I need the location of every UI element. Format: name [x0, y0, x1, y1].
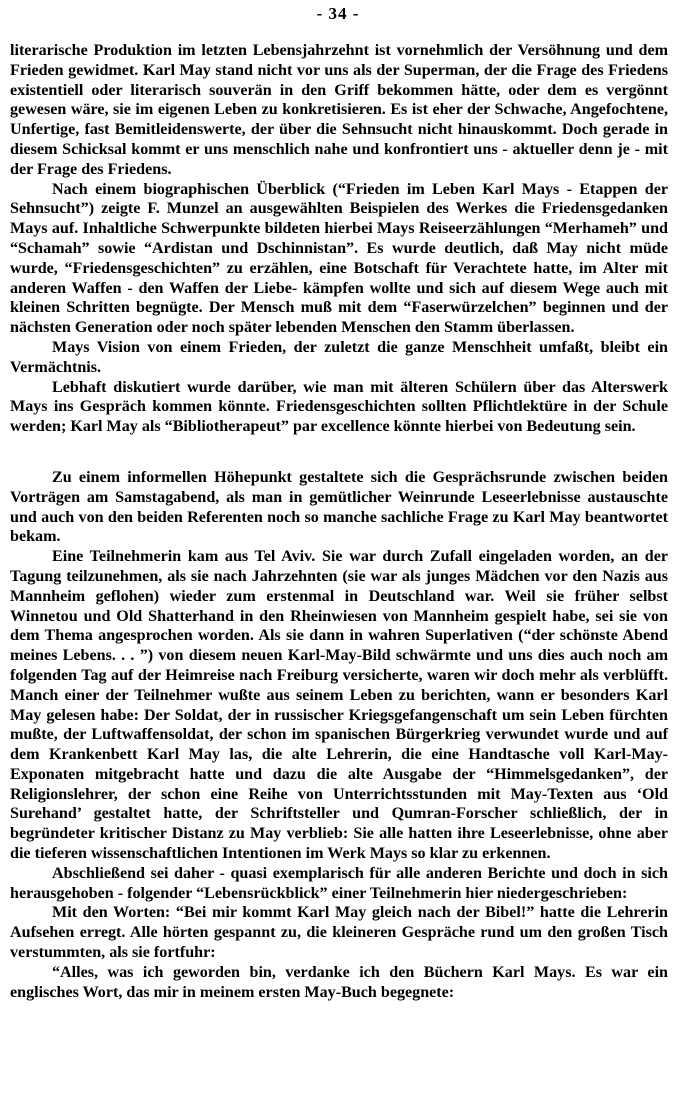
- paragraph: Nach einem biographischen Überblick (“Frieden im Leben Karl Mays - Etappen der Sehnsucht”) zeigte F. Munzel an ausgewählten Beispielen des Werkes die Friedensgedanken Mays auf. Inhaltliche Schwerpunkte bildeten hierbei Mays Reiseerzählungen “Merhameh” und “Schamah” sowie “Ardistan und Dschinnistan”. Es wurde deutlich, daß May nicht müde wurde, “Friedensgeschichten” zu erzählen, eine Botschaft für Verachtete hatte, im Alter mit anderen Waffen - den Waffen der Liebe- kämpfen wollte und sich auf diesem Wege auch mit kleinen Schritten begnügte. Der Mensch muß mit dem “Faserwürzelchen” beginnen und der nächsten Generation oder noch später lebenden Menschen den Stamm überlassen.: [10, 180, 668, 337]
- paragraph: Zu einem informellen Höhepunkt gestaltete sich die Gesprächsrunde zwischen beiden Vorträgen am Samstagabend, als man in gemütlicher Weinrunde Leseerlebnisse austauschte und auch von den beiden Referenten noch so manche sachliche Frage zu Karl May beantwortet bekam.: [10, 468, 668, 546]
- paragraph: Abschließend sei daher - quasi exemplarisch für alle anderen Berichte und doch in sich herausgehoben - folgender “Lebensrückblick” einer Teilnehmerin hier niedergeschrieben:: [10, 864, 668, 902]
- paragraph: literarische Produktion im letzten Lebensjahrzehnt ist vornehmlich der Versöhnung und dem Frieden gewidmet. Karl May stand nicht vor uns als der Superman, der die Frage des Friedens existentiell oder literarisch souverän in den Griff bekommen hätte, oder dem es vergönnt gewesen wäre, sie im eigenen Leben zu konkretisieren. Es ist eher der Schwache, Angefochtene, Unfertige, fast Bemitleidenswerte, der über die Sehnsucht nicht hinauskommt. Doch gerade in diesem Schicksal kommt er uns menschlich nahe und konfrontiert uns - aktueller denn je - mit der Frage des Friedens.: [10, 42, 668, 178]
- page-number: - 34 -: [316, 4, 360, 23]
- body-text: [10, 41, 668, 1002]
- paragraph: Mays Vision von einem Frieden, der zuletzt die ganze Menschheit umfaßt, bleibt ein Vermächtnis.: [10, 338, 668, 376]
- paragraph: “Alles, was ich geworden bin, verdanke ich den Büchern Karl Mays. Es war ein englisches Wort, das mir in meinem ersten May-Buch begegnete:: [10, 963, 668, 1001]
- section-gap: [10, 437, 668, 468]
- paragraph: Eine Teilnehmerin kam aus Tel Aviv. Sie war durch Zufall eingeladen worden, an der Tagung teilzunehmen, als sie nach Jahrzehnten (sie war als junges Mädchen vor den Nazis aus Mannheim geflohen) wieder zum erstenmal in Deutschland war. Weil sie früher selbst Winnetou und Old Shatterhand in den Rheinwiesen von Mannheim gespielt habe, sei sie von dem Thema angesprochen worden. Als sie dann in wahren Superlativen (“der schönste Abend meines Lebens. . . ”) von diesem neuen Karl-May-Bild schwärmte und uns dies auch noch am folgenden Tag auf der Heimreise nach Freiburg versicherte, waren wir doch mehr als verblüfft. Manch einer der Teilnehmer wußte aus seinem Leben zu berichten, wann er besonders Karl May gelesen habe: Der Soldat, der in russischer Kriegsgefangenschaft um sein Leben fürchten mußte, der Luftwaffensoldat, der schon im spanischen Bürgerkrieg verwundet wurde und auf dem Krankenbett Karl May las, die alte Lehrerin, die eine Handtasche voll Karl-May-Exponaten mitgebracht hatte und dazu die alte Ausgabe der “Himmelsgedanken”, der Religionslehrer, der schon eine Reihe von Unterrichtsstunden mit May-Texten aus ‘Old Surehand’ gestaltet hatte, der Schriftsteller und Qumran-Forscher schließlich, der in begründeter kritischer Distanz zu May verblieb: Sie alle hatten ihre Leseerlebnisse, ohne aber die tieferen wissenschaftlichen Intentionen im Werk Mays so klar zu erkennen.: [10, 548, 668, 863]
- paragraph: Lebhaft diskutiert wurde darüber, wie man mit älteren Schülern über das Alterswerk Mays ins Gespräch kommen könnte. Friedensgeschichten sollten Pflichtlektüre in der Schule werden; Karl May als “Bibliotherapeut” par excellence könnte hierbei von Bedeutung sein.: [10, 378, 668, 436]
- paragraph: Mit den Worten: “Bei mir kommt Karl May gleich nach der Bibel!” hatte die Lehrerin Aufsehen erregt. Alle hörten gespannt zu, die kleineren Gespräche rund um den großen Tisch verstummten, als sie fortfuhr:: [10, 904, 668, 962]
